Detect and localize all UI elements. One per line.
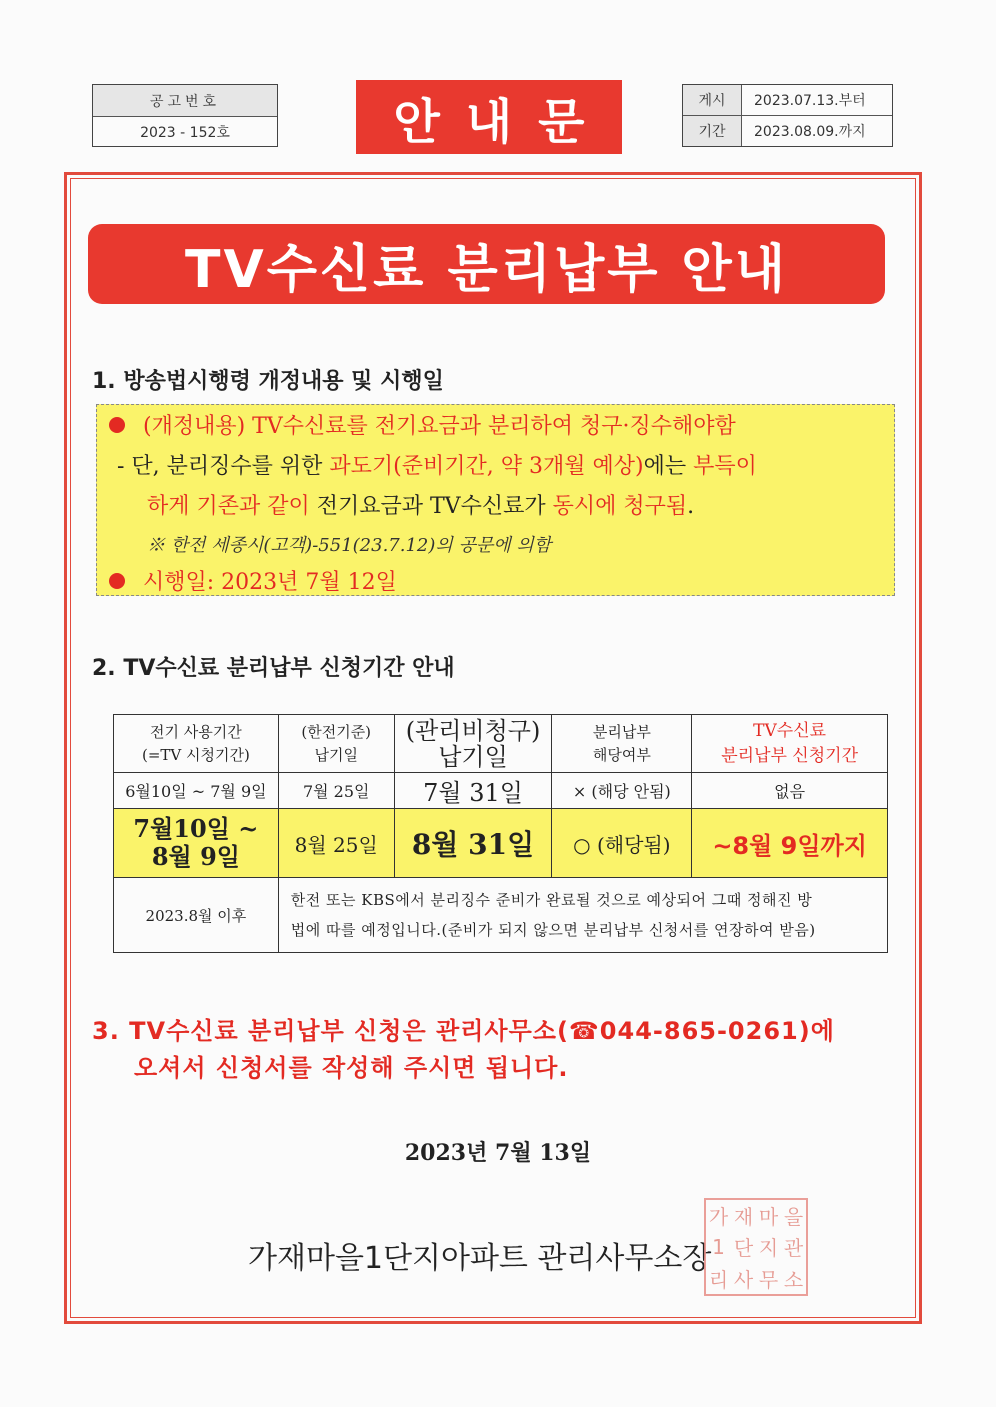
table-row	[114, 773, 888, 809]
posting-label-1: 게시	[683, 85, 741, 116]
table-cell: 2023.8월 이후	[114, 878, 279, 953]
table-cell-note: 한전 또는 KBS에서 분리징수 준비가 완료될 것으로 예상되어 그때 정해진 방 법에 따를 예정입니다.(준비가 되지 않으면 분리납부 신청서를 연장하여 받음)	[278, 878, 887, 953]
notice-number-label: 공고번호	[93, 85, 277, 117]
table-cell: 6월10일 ~ 7월 9일	[114, 773, 279, 809]
table-header: (관리비청구) 납기일	[394, 715, 552, 773]
table-cell: 7월 31일	[394, 773, 552, 809]
bullet-dot-icon	[109, 573, 125, 589]
table-cell: 8월 31일	[394, 809, 552, 878]
table-header-row	[114, 715, 888, 773]
transition-text-f: 전기요금과 TV수신료가	[309, 494, 553, 519]
transition-line-2	[147, 489, 694, 520]
transition-text-a: - 단, 분리징수를 위한	[117, 454, 330, 479]
transition-text-c: 에는	[643, 454, 694, 479]
table-row	[114, 878, 888, 953]
section3-line1: 3. TV수신료 분리납부 신청은 관리사무소(☎044-865-0261)에	[92, 1017, 835, 1045]
main-banner-text: TV수신료 분리납부 안내	[184, 239, 788, 300]
amendment-line	[109, 409, 736, 440]
table-cell: 8월 25일	[278, 809, 394, 878]
transition-text-d: 부득이	[693, 454, 757, 479]
table-header: TV수신료 분리납부 신청기간	[692, 715, 888, 773]
document-title-text: 안내문	[393, 93, 611, 150]
table-cell: ~8월 9일까지	[692, 809, 888, 878]
transition-text-e: 하게 기존과 같이	[147, 494, 310, 519]
table-row-highlight	[114, 809, 888, 878]
table-cell: 없음	[692, 773, 888, 809]
reference-note: ※ 한전 세종시(고객)-551(23.7.12)의 공문에 의함	[147, 535, 552, 556]
transition-text-g: 동시에 청구됨	[552, 494, 688, 519]
effective-date-line	[109, 565, 397, 596]
signature-line: 가재마을1단지아파트 관리사무소장	[248, 1241, 712, 1276]
table-header: 분리납부 해당여부	[552, 715, 692, 773]
section2-heading: 2. TV수신료 분리납부 신청기간 안내	[92, 656, 455, 681]
bullet-dot-icon	[109, 417, 125, 433]
effective-date-text: 시행일: 2023년 7월 12일	[143, 570, 397, 595]
table-header: 전기 사용기간 (=TV 시청기간)	[114, 715, 279, 773]
transition-text-h: .	[687, 494, 695, 519]
posting-label-2: 기간	[698, 124, 726, 140]
section1-highlight-box	[96, 404, 895, 596]
table-header: (한전기준) 납기일	[278, 715, 394, 773]
main-banner	[88, 224, 885, 304]
table-cell: 7월10일 ~ 8월 9일	[114, 809, 279, 878]
amendment-text: (개정내용) TV수신료를 전기요금과 분리하여 청구·징수해야함	[143, 414, 736, 439]
section3-line2: 오셔서 신청서를 작성해 주시면 됩니다.	[134, 1054, 569, 1082]
posting-to: 2023.08.09.까지	[754, 124, 866, 140]
issue-date: 2023년 7월 13일	[404, 1140, 592, 1166]
table-cell: 7월 25일	[278, 773, 394, 809]
transition-text-b: 과도기(준비기간, 약 3개월 예상)	[329, 454, 644, 479]
transition-line	[117, 449, 757, 480]
table-cell: × (해당 안됨)	[552, 773, 692, 809]
posting-period-box	[682, 84, 893, 147]
section1-heading: 1. 방송법시행령 개정내용 및 시행일	[92, 369, 444, 394]
table-cell: ○ (해당됨)	[552, 809, 692, 878]
official-seal: 가 재 마 을 1 단 지 관 리 사 무 소	[704, 1198, 808, 1296]
notice-number-value: 2023 - 152호	[140, 125, 230, 141]
notice-number-box	[92, 84, 278, 147]
posting-from: 2023.07.13.부터	[742, 85, 892, 116]
schedule-table	[113, 714, 888, 953]
document-title	[356, 80, 622, 154]
